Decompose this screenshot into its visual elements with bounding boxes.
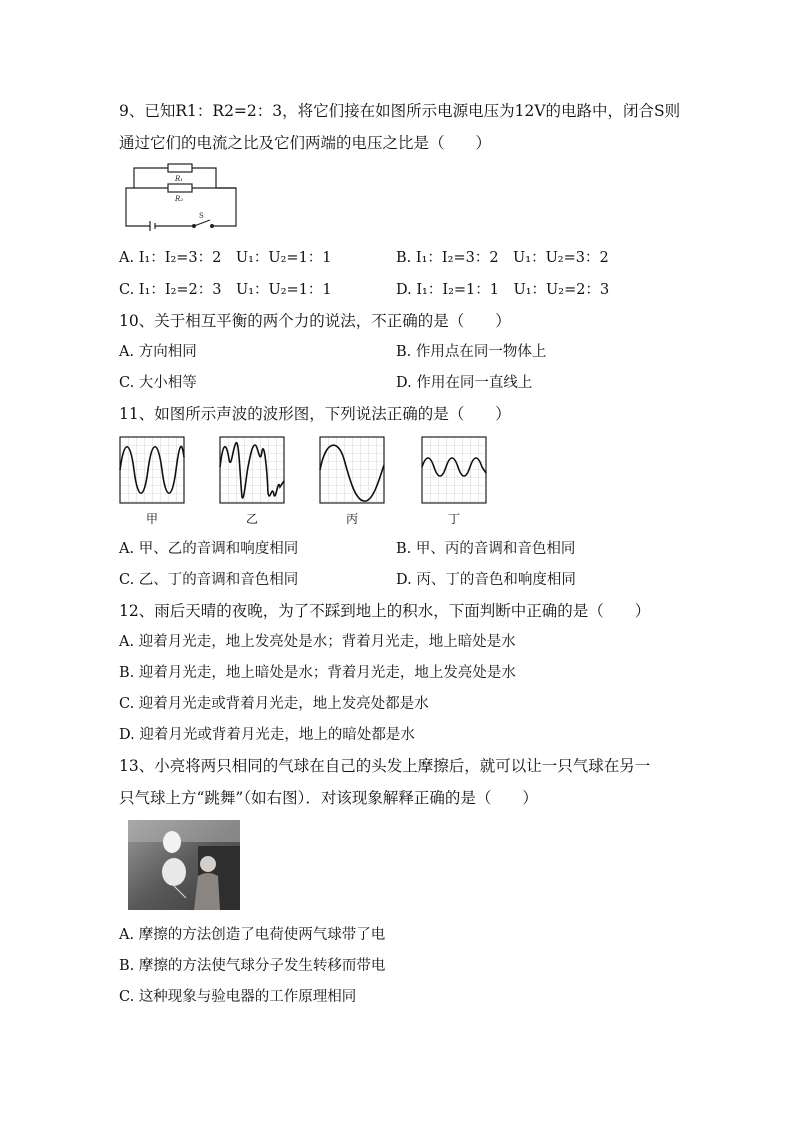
q13-stem-line1: 13、小亮将两只相同的气球在自己的头发上摩擦后，就可以让一只气球在另一 <box>119 757 651 775</box>
q9-option-d: D. I₁：I₂=1：1 U₁：U₂=2：3 <box>396 282 610 298</box>
wave-bing <box>320 437 384 503</box>
q11-waveform-diagram <box>118 435 490 507</box>
wave-label-jia: 甲 <box>145 512 158 526</box>
q12-option-a: A. 迎着月光走，地上发亮处是水；背着月光走，地上暗处是水 <box>119 634 516 650</box>
wave-yi <box>220 437 284 503</box>
q10-option-a: A. 方向相同 <box>119 344 197 360</box>
q13-balloon-photo <box>128 820 240 910</box>
r1-label: R₁ <box>175 175 184 183</box>
wave-jia <box>120 437 184 503</box>
q9-circuit-diagram <box>120 160 244 234</box>
q12-stem: 12、雨后天晴的夜晚，为了不踩到地上的积水，下面判断中正确的是（ ） <box>119 602 651 620</box>
q9-option-c: C. I₁：I₂=2：3 U₁：U₂=1：1 <box>119 282 332 298</box>
q9-stem-line1: 9、已知R1：R2=2：3，将它们接在如图所示电源电压为12V的电路中，闭合S则 <box>119 102 681 120</box>
wave-label-yi: 乙 <box>245 512 258 526</box>
wave-ding <box>422 437 486 503</box>
q9-stem-line2: 通过它们的电流之比及它们两端的电压之比是（ ） <box>119 134 492 152</box>
q10-option-d: D. 作用在同一直线上 <box>396 375 533 391</box>
q11-option-d: D. 丙、丁的音色和响度相同 <box>396 572 576 588</box>
q10-stem: 10、关于相互平衡的两个力的说法，不正确的是（ ） <box>119 312 511 330</box>
q12-option-b: B. 迎着月光走，地上暗处是水；背着月光走，地上发亮处是水 <box>119 665 516 681</box>
q12-option-c: C. 迎着月光走或背着月光走，地上发亮处都是水 <box>119 696 429 712</box>
q9-option-a: A. I₁：I₂=3：2 U₁：U₂=1：1 <box>119 250 332 266</box>
q13-option-c: C. 这种现象与验电器的工作原理相同 <box>119 989 357 1005</box>
q9-option-b: B. I₁：I₂=3：2 U₁：U₂=3：2 <box>396 250 609 266</box>
q13-stem-line2: 只气球上方“跳舞”（如右图）．对该现象解释正确的是（ ） <box>119 789 538 807</box>
q13-option-a: A. 摩擦的方法创造了电荷使两气球带了电 <box>119 927 386 943</box>
q11-option-b: B. 甲、丙的音调和音色相同 <box>396 541 576 557</box>
wave-label-bing: 丙 <box>345 512 358 526</box>
r2-label: R₂ <box>175 195 184 203</box>
q12-option-d: D. 迎着月光或背着月光走，地上的暗处都是水 <box>119 727 415 743</box>
q13-option-b: B. 摩擦的方法使气球分子发生转移而带电 <box>119 958 386 974</box>
q11-option-a: A. 甲、乙的音调和响度相同 <box>119 541 299 557</box>
wave-label-ding: 丁 <box>447 512 460 526</box>
q11-stem: 11、如图所示声波的波形图，下列说法正确的是（ ） <box>119 405 511 423</box>
q10-option-c: C. 大小相等 <box>119 375 197 391</box>
q10-option-b: B. 作用点在同一物体上 <box>396 344 547 360</box>
switch-label: S <box>199 212 204 220</box>
q11-option-c: C. 乙、丁的音调和音色相同 <box>119 572 299 588</box>
